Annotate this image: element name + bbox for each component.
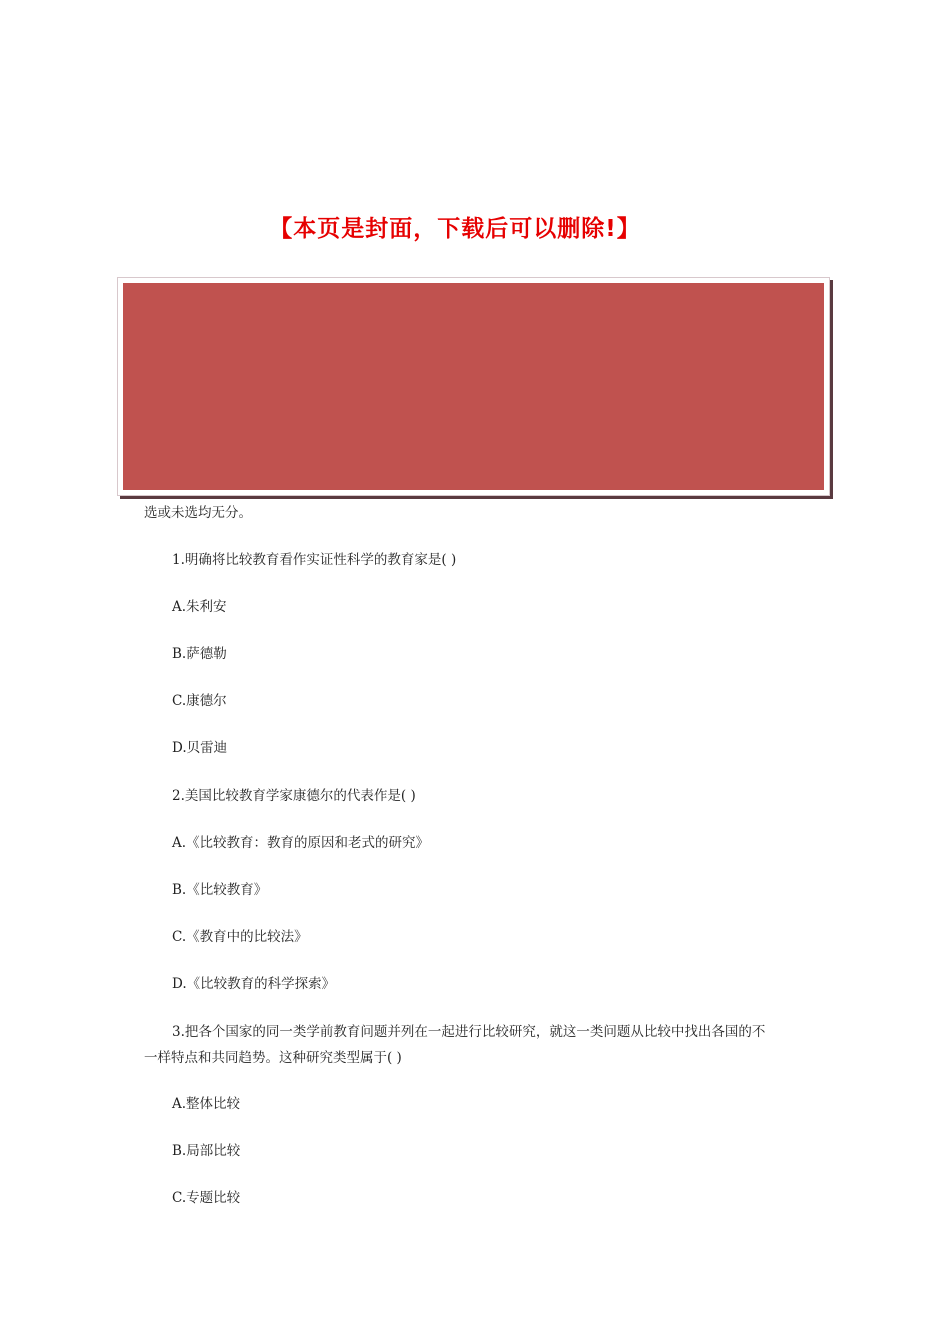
question-1-option-a: A.朱利安 [172,599,227,615]
cover-notice: 【本页是封面，下载后可以删除!】 [269,216,641,242]
question-2-option-a: A.《比较教育：教育的原因和老式的研究》 [172,835,430,851]
question-2-option-b: B.《比较教育》 [172,882,268,898]
question-3-stem: 3.把各个国家的同一类学前教育问题并列在一起进行比较研究，就这一类问题从比较中找出各国的不 [172,1024,766,1040]
question-2-option-c: C.《教育中的比较法》 [172,929,308,945]
question-1-option-b: B.萨德勒 [172,646,227,662]
cover-banner-fill [123,283,824,490]
question-1-option-c: C.康德尔 [172,693,227,709]
question-3-option-c: C.专题比较 [172,1190,241,1206]
cover-banner [117,277,830,496]
question-1-stem: 1.明确将比较教育看作实证性科学的教育家是( ) [172,552,457,568]
question-2-stem: 2.美国比较教育学家康德尔的代表作是( ) [172,788,416,804]
question-2-option-d: D.《比较教育的科学探索》 [172,976,336,992]
question-1-option-d: D.贝雷迪 [172,740,228,756]
intro-text: 选或未选均无分。 [144,505,252,521]
question-3-stem-continued: 一样特点和共同趋势。这种研究类型属于( ) [144,1050,402,1066]
question-3-option-b: B.局部比较 [172,1143,241,1159]
question-3-option-a: A.整体比较 [172,1096,241,1112]
